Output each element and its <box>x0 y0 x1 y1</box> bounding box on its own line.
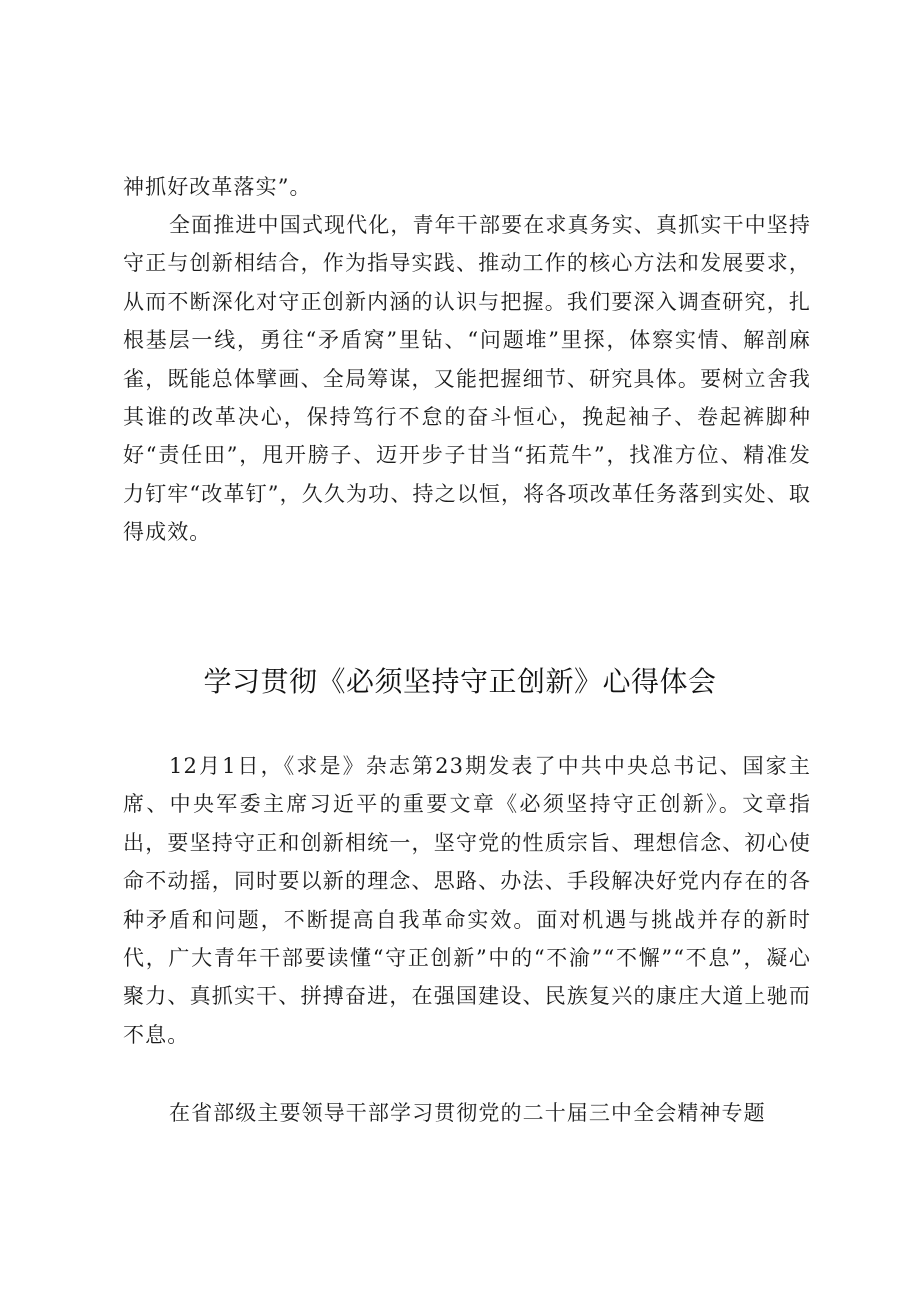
body-paragraph-3: 在省部级主要领导干部学习贯彻党的二十届三中全会精神专题 <box>169 1101 766 1125</box>
continuation-paragraph: 神抓好改革落实”。 <box>123 175 312 199</box>
body-paragraph-2: 12月1日，《求是》杂志第23期发表了中共中央总书记、国家主席、中央军委主席习近平的重要文章《必须坚持守正创新》。文章指出，要坚持守正和创新相统一，坚守党的性质宗旨、理想信念、初心使命不动摇，同时要以新的理念、思路、办法、手段解决好党内存在的各种矛盾和问题，不断提高自我革命实效。面对机遇与挑战并存的新时代，广大青年干部要读懂“守正创新”中的“不渝”“不懈”“不息”，凝心聚力、真抓实干、拼搏奋进，在强国建设、民族复兴的康庄大道上驰而不息。 <box>123 754 811 1047</box>
body-paragraph-1: 全面推进中国式现代化，青年干部要在求真务实、真抓实干中坚持守正与创新相结合，作为指导实践、推动工作的核心方法和发展要求，从而不断深化对守正创新内涵的认识与把握。我们要深入调查研究，扎根基层一线，勇往“矛盾窝”里钻、“问题堆”里探，体察实情、解剖麻雀，既能总体擘画、全局筹谋，又能把握细节、研究具体。要树立舍我其谁的改革决心，保持笃行不怠的奋斗恒心，挽起袖子、卷起裤脚种好“责任田”，甩开膀子、迈开步子甘当“拓荒牛”，找准方位、精准发力钉牢“改革钉”，久久为功、持之以恒，将各项改革任务落到实处、取得成效。 <box>123 213 811 545</box>
section-title: 学习贯彻《必须坚持守正创新》心得体会 <box>203 665 717 698</box>
